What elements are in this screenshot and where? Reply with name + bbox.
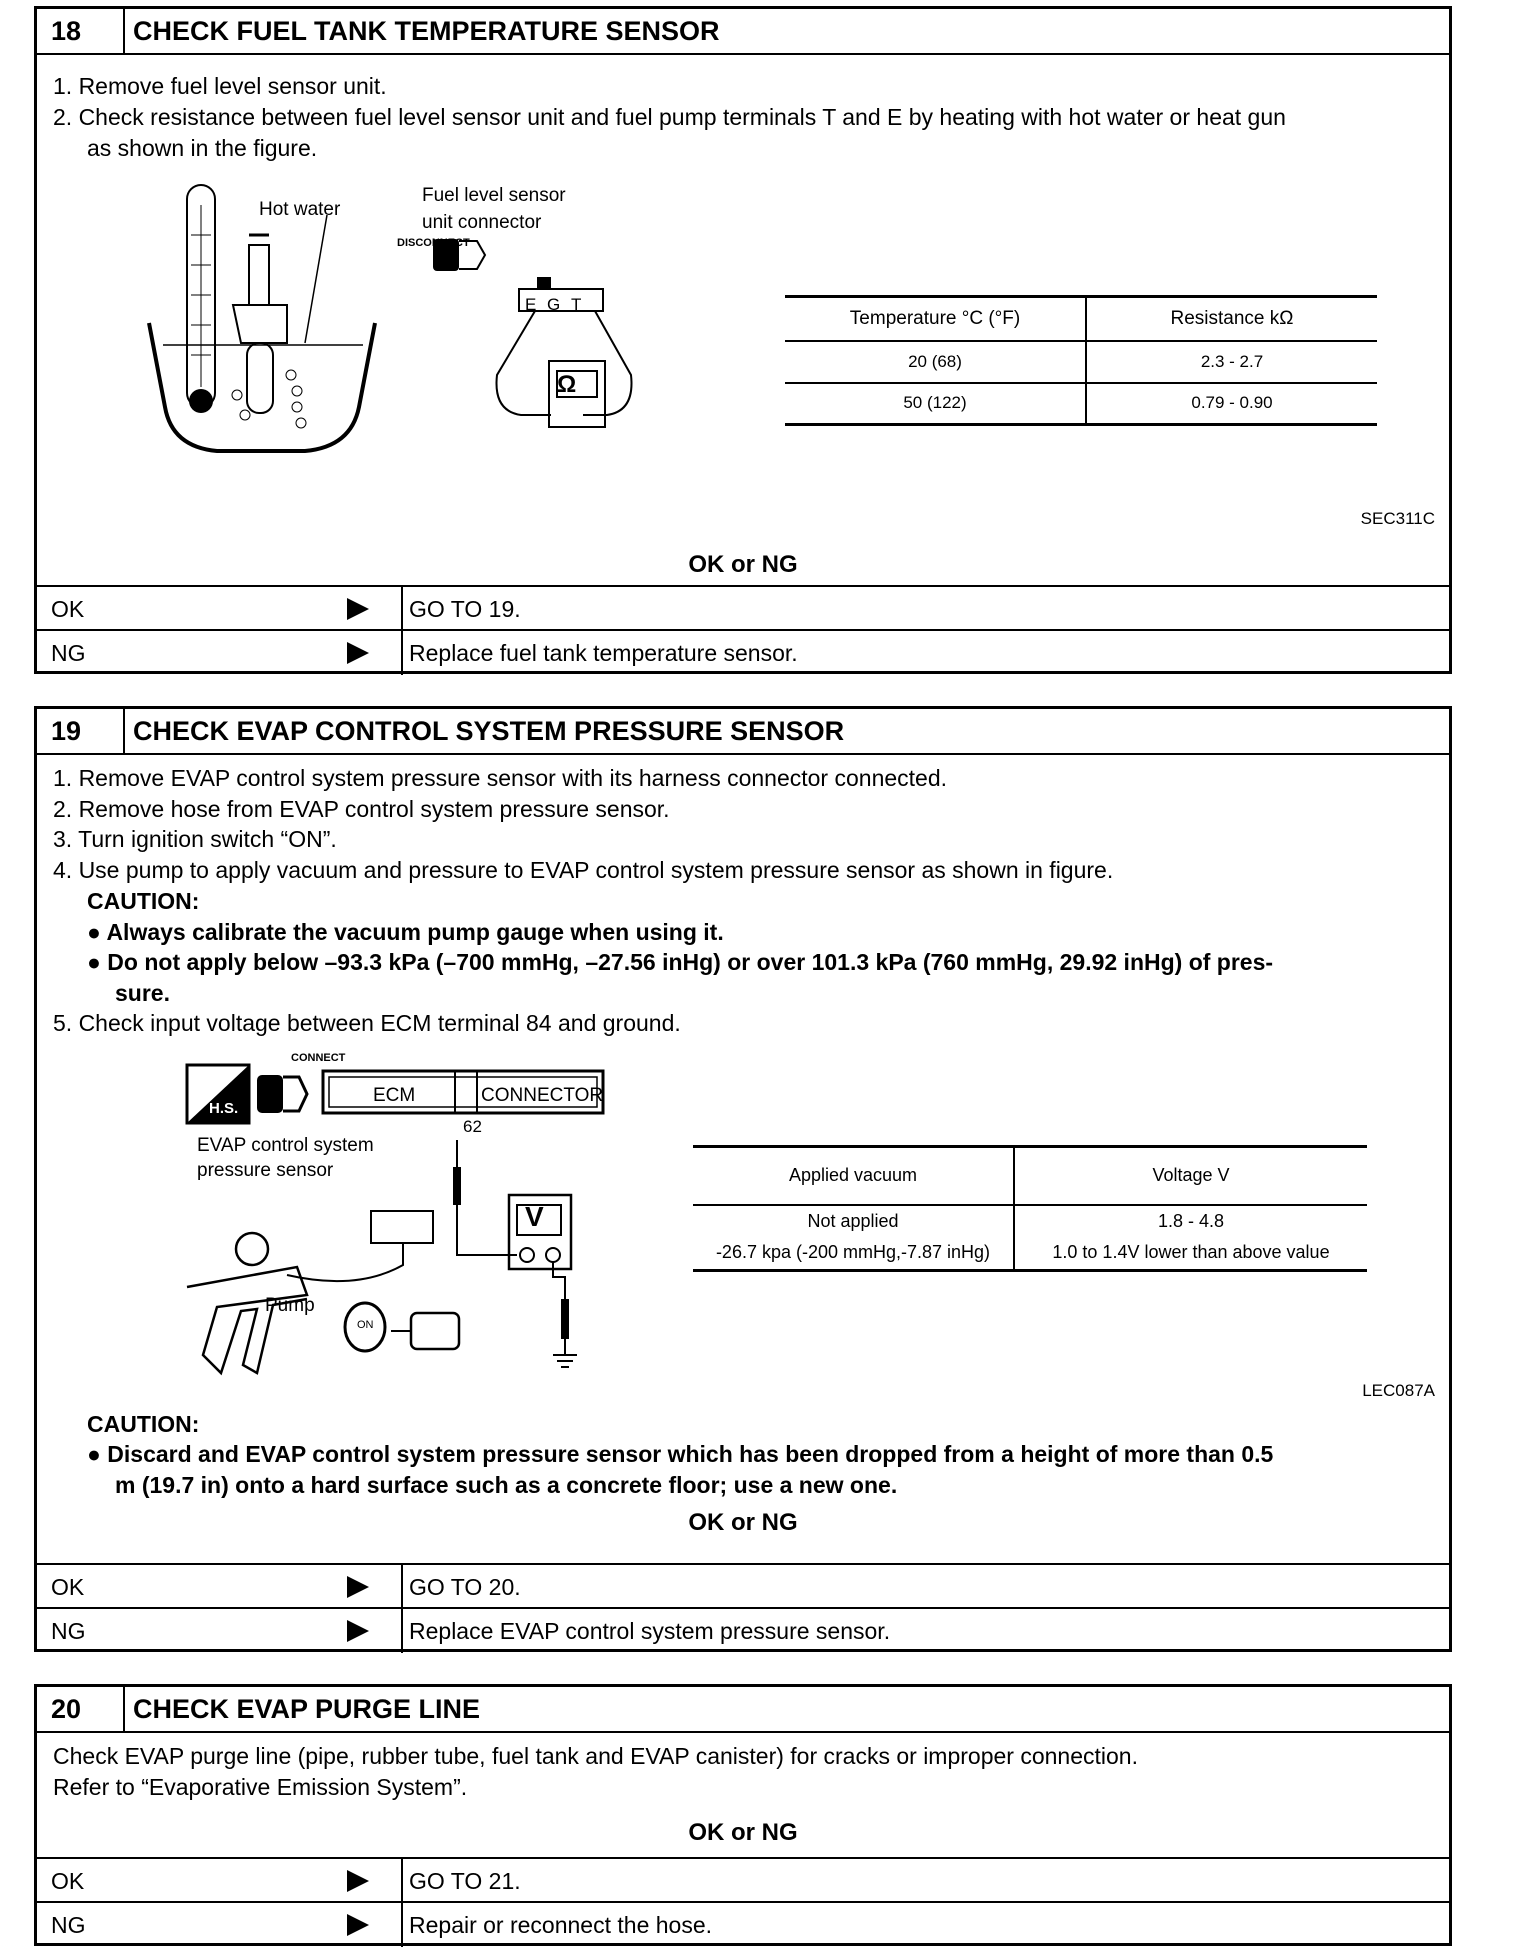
result-key: OK — [51, 1573, 85, 1600]
arrow-icon — [347, 642, 369, 664]
result-ok-row — [37, 585, 1449, 631]
sensor-label-1: EVAP control system — [197, 1135, 374, 1156]
result-ng-row — [37, 629, 1449, 675]
connector-label-1: Fuel level sensor — [422, 185, 566, 206]
test-lead-right — [583, 311, 632, 415]
pump-gauge — [236, 1233, 268, 1265]
result-value: GO TO 20. — [409, 1573, 521, 1600]
sensor-label-2: pressure sensor — [197, 1160, 334, 1181]
connect-connector-icon — [257, 1075, 283, 1113]
resistance-table — [785, 295, 1377, 426]
result-ok-row — [37, 1563, 1449, 1609]
step-title: CHECK EVAP PURGE LINE — [133, 1693, 481, 1724]
thermometer-bulb — [189, 389, 213, 413]
table-header: Resistance kΩ — [1170, 307, 1294, 329]
instruction-2-cont: as shown in the figure. — [87, 135, 318, 161]
ok-or-ng-label: OK or NG — [688, 1819, 798, 1846]
caution-bullet: ● Always calibrate the vacuum pump gauge when using it. — [87, 919, 724, 945]
vacuum-pump — [187, 1267, 307, 1373]
engine-icon — [411, 1313, 459, 1349]
instruction-2: 2. Check resistance between fuel level sensor unit and fuel pump terminals T and E by heating with hot water or heat gun — [53, 104, 1286, 130]
sensor-body — [233, 305, 287, 343]
disconnect-label: DISCONNECT — [397, 237, 470, 249]
instruction-2: 2. Remove hose from EVAP control system pressure sensor. — [53, 796, 670, 822]
instruction-4: 4. Use pump to apply vacuum and pressure to EVAP control system pressure sensor as shown in figure. — [53, 857, 1114, 883]
step-number: 19 — [37, 709, 125, 753]
step-18 — [34, 6, 1452, 674]
result-key: NG — [51, 1911, 86, 1938]
result-key: OK — [51, 1867, 85, 1894]
table-cell: 2.3 - 2.7 — [1200, 351, 1264, 371]
on-label: ON — [357, 1319, 374, 1331]
caution-bullet: ● Do not apply below –93.3 kPa (–700 mmHg, –27.56 inHg) or over 101.3 kPa (760 mmHg, 29.92 inHg) of pres- — [87, 949, 1274, 975]
table-cell: 0.79 - 0.90 — [1191, 393, 1273, 413]
result-value: Replace fuel tank temperature sensor. — [409, 639, 798, 666]
arrow-icon — [347, 1914, 369, 1936]
ohm-symbol: Ω — [557, 371, 577, 398]
instruction-1: Check EVAP purge line (pipe, rubber tube, fuel tank and EVAP canister) for cracks or improper connection. — [53, 1743, 1138, 1769]
table-cell: 20 (68) — [785, 341, 1086, 383]
caution-bullet: ● Discard and EVAP control system pressure sensor which has been dropped from a height of more than 0.5 — [87, 1441, 1274, 1467]
instruction-1: 1. Remove EVAP control system pressure sensor with its harness connector connected. — [53, 765, 948, 791]
instruction-5: 5. Check input voltage between ECM terminal 84 and ground. — [53, 1010, 681, 1036]
figure-code: LEC087A — [1362, 1381, 1435, 1400]
step-header — [37, 709, 1449, 755]
connector-label: CONNECTOR — [481, 1085, 604, 1106]
result-value: Repair or reconnect the hose. — [409, 1911, 713, 1938]
result-value: GO TO 21. — [409, 1867, 521, 1894]
table-cell: 1.0 to 1.4V lower than above value — [1052, 1242, 1330, 1263]
terminal-t: T — [571, 295, 582, 314]
figure-code: SEC311C — [1360, 509, 1435, 528]
table-cell: 1.8 - 4.8 — [1157, 1210, 1225, 1231]
sensor-stem — [249, 245, 269, 305]
instruction-3: 3. Turn ignition switch “ON”. — [53, 826, 337, 852]
result-key: OK — [51, 595, 85, 622]
hs-label: H.S. — [209, 1100, 239, 1117]
arrow-icon — [347, 1870, 369, 1892]
step-number: 18 — [37, 9, 125, 53]
result-ok-row — [37, 1857, 1449, 1903]
result-key: NG — [51, 1617, 86, 1644]
caution-label: CAUTION: — [87, 1411, 200, 1437]
terminal-e: E — [525, 295, 537, 314]
ok-or-ng-label: OK or NG — [688, 1509, 798, 1536]
step-number: 20 — [37, 1687, 125, 1731]
connector-label-2: unit connector — [422, 212, 542, 233]
fuel-sensor-figure — [137, 175, 697, 535]
connect-label: CONNECT — [291, 1052, 346, 1064]
table-cell: Not applied — [693, 1205, 1014, 1237]
step-20 — [34, 1684, 1452, 1946]
table-header: Voltage V — [1152, 1165, 1230, 1186]
pump-label: Pump — [265, 1295, 315, 1316]
volt-symbol: V — [525, 1201, 544, 1232]
caution-bullet-cont: sure. — [115, 980, 170, 1006]
result-value: Replace EVAP control system pressure sensor. — [409, 1617, 891, 1644]
pressure-sensor — [371, 1211, 433, 1243]
table-header: Temperature °C (°F) — [785, 297, 1086, 341]
result-ng-row — [37, 1607, 1449, 1653]
instruction-1: 1. Remove fuel level sensor unit. — [53, 73, 387, 99]
result-ng-row — [37, 1901, 1449, 1947]
arrow-icon — [347, 1576, 369, 1598]
ecm-label: ECM — [373, 1085, 416, 1106]
result-value: GO TO 19. — [409, 595, 521, 622]
step-header — [37, 9, 1449, 55]
step-title: CHECK EVAP CONTROL SYSTEM PRESSURE SENSOR — [133, 715, 845, 746]
caution-label: CAUTION: — [87, 888, 200, 914]
terminal-g: G — [547, 295, 561, 314]
table-cell: 50 (122) — [785, 383, 1086, 425]
caution-bullet-cont: m (19.7 in) onto a hard surface such as a concrete floor; use a new one. — [115, 1472, 898, 1498]
terminal-62: 62 — [463, 1117, 482, 1136]
step-title: CHECK FUEL TANK TEMPERATURE SENSOR — [133, 15, 720, 46]
step-header — [37, 1687, 1449, 1733]
hot-water-label: Hot water — [259, 199, 341, 220]
instruction-2: Refer to “Evaporative Emission System”. — [53, 1774, 468, 1800]
table-cell: -26.7 kpa (-200 mmHg,-7.87 inHg) — [693, 1237, 1014, 1271]
test-lead-left — [497, 311, 552, 415]
arrow-icon — [347, 1620, 369, 1642]
result-key: NG — [51, 639, 86, 666]
voltage-table — [693, 1145, 1367, 1272]
arrow-icon — [347, 598, 369, 620]
ok-or-ng-label: OK or NG — [688, 551, 798, 578]
sensor-probe — [247, 343, 273, 413]
table-header: Applied vacuum — [693, 1147, 1014, 1205]
step-19 — [34, 706, 1452, 1652]
